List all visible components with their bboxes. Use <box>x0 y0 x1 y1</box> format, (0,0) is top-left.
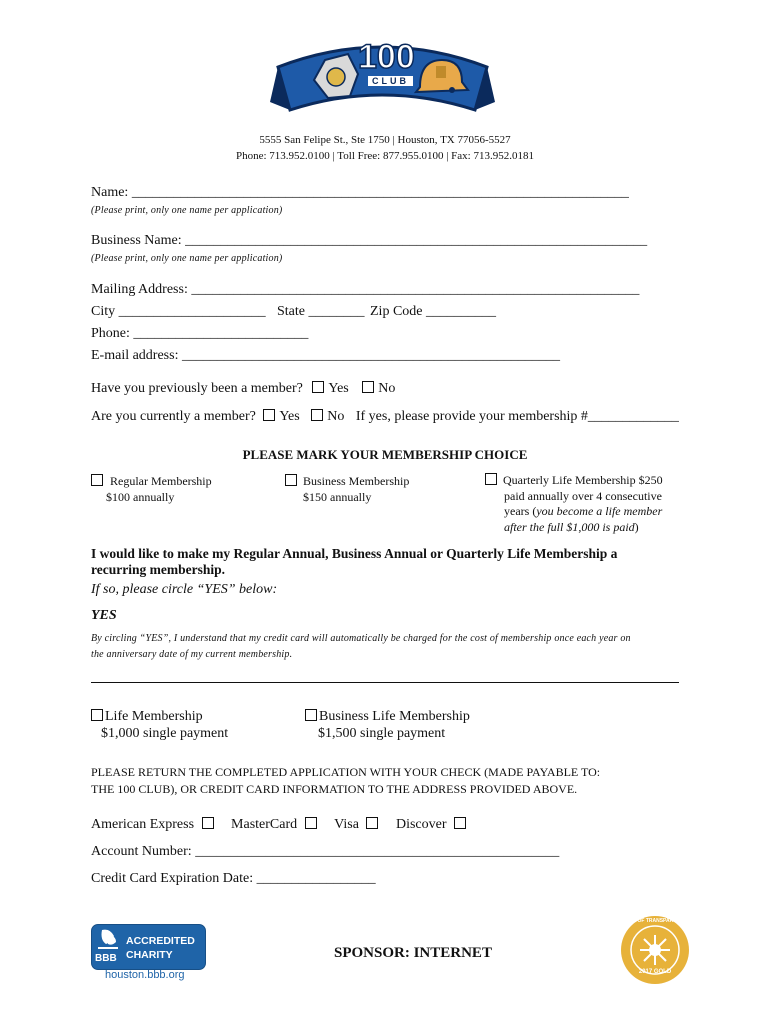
quarterly-membership-line2: paid annually over 4 consecutive <box>504 488 662 503</box>
account-number-field[interactable]: Account Number: ____________________________________________________ <box>91 844 560 859</box>
current-yes-label: Yes <box>279 409 300 424</box>
expiration-date-field[interactable]: Credit Card Expiration Date: _________________ <box>91 871 376 886</box>
discover-label: Discover <box>395 817 447 832</box>
zip-code-field[interactable]: Zip Code __________ <box>370 304 496 319</box>
business-life-membership-title: Business Life Membership <box>319 709 470 724</box>
seal-year-text: 2017 GOLD <box>638 969 672 975</box>
recurring-yes-option[interactable]: YES <box>91 608 117 623</box>
recurring-disclaimer-line1: By circling “YES”, I understand that my credit card will automatically be charged for the cost of membership once each year on <box>91 633 631 644</box>
current-no-label: No <box>327 409 345 424</box>
quarterly-membership-option[interactable] <box>485 473 663 535</box>
life-membership-checkbox[interactable] <box>91 709 103 721</box>
regular-membership-option[interactable] <box>91 473 212 505</box>
business-membership-checkbox[interactable] <box>285 474 297 486</box>
business-life-membership-option[interactable] <box>305 708 470 742</box>
logo-club-text: CLUB <box>368 76 413 86</box>
bbb-accredited-text: ACCREDITED <box>126 935 195 947</box>
phone-field[interactable]: Phone: _________________________ <box>91 326 309 341</box>
email-field[interactable]: E-mail address: ______________________________________________________ <box>91 348 560 363</box>
name-note: (Please print, only one name per application) <box>91 205 283 216</box>
current-yes-checkbox[interactable] <box>263 409 275 421</box>
membership-choice-heading: PLEASE MARK YOUR MEMBERSHIP CHOICE <box>242 447 528 462</box>
previous-yes-checkbox[interactable] <box>312 381 324 393</box>
life-membership-price: $1,000 single payment <box>101 726 229 741</box>
business-life-membership-price: $1,500 single payment <box>318 726 446 741</box>
recurring-disclaimer-line2: the anniversary date of my current membership. <box>91 649 293 660</box>
previous-member-label: Have you previously been a member? <box>91 381 303 396</box>
business-membership-title: Business Membership <box>303 474 410 488</box>
regular-membership-checkbox[interactable] <box>91 474 103 486</box>
return-note-line2: THE 100 CLUB), OR CREDIT CARD INFORMATION TO THE ADDRESS PROVIDED ABOVE. <box>91 782 578 796</box>
discover-checkbox[interactable] <box>454 817 466 829</box>
club-logo <box>270 32 495 127</box>
recurring-line1: I would like to make my Regular Annual, Business Annual or Quarterly Life Membership a <box>91 546 618 561</box>
current-member-question <box>91 409 679 425</box>
bbb-accredited-charity-logo <box>91 924 206 982</box>
bbb-charity-text: CHARITY <box>126 949 173 961</box>
quarterly-membership-line3 <box>504 504 662 518</box>
quarterly-line3-text: years ( <box>504 504 537 518</box>
previous-no-checkbox[interactable] <box>362 381 374 393</box>
sponsor-text: SPONSOR: INTERNET <box>334 945 492 961</box>
mastercard-label: MasterCard <box>231 817 298 832</box>
life-membership-title: Life Membership <box>105 709 203 724</box>
business-membership-price: $150 annually <box>303 490 372 504</box>
quarterly-line4-text: ) <box>634 519 639 534</box>
current-no-checkbox[interactable] <box>311 409 323 421</box>
visa-label: Visa <box>334 817 359 832</box>
mailing-address-field[interactable]: Mailing Address: ________________________________________________________________ <box>91 282 640 297</box>
previous-member-question <box>91 381 395 397</box>
seal-title-text: SEAL OF TRANSPARENCY <box>622 918 688 924</box>
bbb-letters: BBB <box>95 953 117 964</box>
header-phones: Phone: 713.952.0100 | Toll Free: 877.955.0100 | Fax: 713.952.0181 <box>236 150 534 162</box>
business-name-note: (Please print, only one name per application) <box>91 253 283 264</box>
regular-membership-title: Regular Membership <box>110 474 212 488</box>
recurring-line2: recurring membership. <box>91 562 225 577</box>
recurring-circle-instruction: If so, please circle “YES” below: <box>91 582 278 597</box>
quarterly-membership-line4 <box>504 520 639 534</box>
amex-checkbox[interactable] <box>202 817 214 829</box>
card-type-selection <box>91 817 470 833</box>
state-field[interactable]: State ________ <box>277 304 365 319</box>
mastercard-checkbox[interactable] <box>305 817 317 829</box>
quarterly-membership-title: Quarterly Life Membership $250 <box>503 473 663 487</box>
return-note-line1: PLEASE RETURN THE COMPLETED APPLICATION WITH YOUR CHECK (MADE PAYABLE TO: <box>91 765 601 779</box>
quarterly-line3-italic: you become a life member <box>536 504 663 518</box>
business-name-field[interactable]: Business Name: __________________________________________________________________ <box>91 233 648 248</box>
city-field[interactable]: City _____________________ <box>91 304 266 319</box>
bbb-url: houston.bbb.org <box>105 969 185 981</box>
amex-label: American Express <box>91 817 195 832</box>
header-address: 5555 San Felipe St., Ste 1750 | Houston, TX 77056-5527 <box>259 134 511 146</box>
logo-number: 100 <box>358 38 415 76</box>
current-member-label: Are you currently a member? <box>91 409 256 424</box>
regular-membership-price: $100 annually <box>106 490 175 504</box>
seal-of-transparency-badge <box>620 915 690 985</box>
name-field[interactable]: Name: _______________________________________________________________________ <box>91 185 629 200</box>
previous-no-label: No <box>378 381 396 396</box>
business-membership-option[interactable] <box>285 473 409 505</box>
life-membership-option[interactable] <box>91 708 228 742</box>
visa-checkbox[interactable] <box>366 817 378 829</box>
business-life-membership-checkbox[interactable] <box>305 709 317 721</box>
bbb-badge <box>91 924 206 970</box>
membership-number-field[interactable]: If yes, please provide your membership #_____________ <box>355 409 679 424</box>
quarterly-membership-checkbox[interactable] <box>485 473 497 485</box>
section-divider <box>91 682 679 683</box>
previous-yes-label: Yes <box>328 381 349 396</box>
quarterly-line4-italic: after the full $1,000 is paid <box>504 519 635 534</box>
